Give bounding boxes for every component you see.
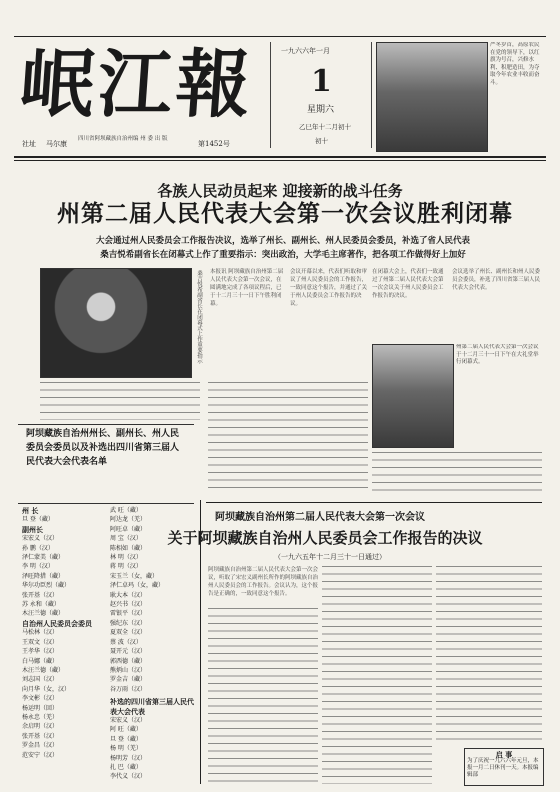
list-item: 孙 鹏（汉） bbox=[22, 544, 54, 552]
lunar-date: 乙巳年十二月初十 bbox=[299, 123, 351, 131]
list-item: 宋宏义（汉） bbox=[22, 535, 59, 543]
list-item: 李 明（汉） bbox=[22, 563, 54, 571]
list-item: 泽仁卓玛（女，藏） bbox=[110, 582, 165, 590]
list-item: 李代义（汉） bbox=[110, 773, 147, 781]
list-item: 旦 登（藏） bbox=[110, 735, 142, 743]
list-item: 刘志国（汉） bbox=[22, 676, 59, 684]
article-body-lower-right bbox=[372, 452, 542, 496]
speaker-photo-caption: 桑吉悦希副省长在闭幕式上作重要指示 bbox=[196, 270, 202, 364]
list-item: 郭西德（藏） bbox=[110, 657, 147, 665]
list-item: 熊炳山（汉） bbox=[110, 666, 147, 674]
masthead-title: 岷江報 bbox=[16, 42, 258, 128]
list-item: 阿旺卓（藏） bbox=[110, 525, 147, 533]
resolution-kicker: 阿坝藏族自治州第二届人民代表大会第一次会议 bbox=[215, 512, 425, 523]
list-item: 蒋 明（汉） bbox=[110, 563, 142, 571]
list-item: 向月华（女，汉） bbox=[22, 685, 71, 693]
article-col-4: 会议选举了州长、副州长和州人民委员会委员，补选了四川省第三届人民代表大会代表。 bbox=[452, 269, 540, 291]
list-item: 王孝华（汉） bbox=[22, 648, 59, 656]
list-item: 聂开元（汉） bbox=[110, 648, 147, 656]
list-item: 宋宏义（汉） bbox=[110, 716, 147, 724]
main-subhead-2: 桑吉悦希副省长在闭幕式上作了重要指示：突出政治，大学毛主席著作，把各项工作做得好上加好 bbox=[100, 250, 466, 260]
list-item: 杨运明（回） bbox=[22, 704, 59, 712]
article-col-2: 会议开幕以来，代表们听取和审议了州人民委员会的工作报告，一致同意这个报告，并通过了关于州人民委员会工作报告的决议。 bbox=[290, 269, 368, 307]
masthead-rule-thin bbox=[14, 160, 546, 161]
list-item: 马松林（汉） bbox=[22, 629, 59, 637]
list-item: 李文彬（汉） bbox=[22, 695, 59, 703]
list-item: 旦 登（藏） bbox=[22, 516, 54, 524]
list-item: 余启明（汉） bbox=[22, 723, 59, 731]
location-label: 社址 bbox=[22, 140, 36, 148]
publisher: 四川省阿坝藏族自治州编 州 委 出 版 bbox=[78, 136, 168, 142]
resolution-title: 关于阿坝藏族自治州人民委员会工作报告的决议 bbox=[167, 529, 483, 547]
group-title: 州 长 bbox=[22, 506, 39, 515]
notice-box bbox=[464, 748, 544, 786]
list-item: 谷万雨（汉） bbox=[110, 685, 147, 693]
list-item: 张开基（汉） bbox=[22, 732, 59, 740]
resolution-col-2 bbox=[322, 566, 432, 784]
masthead-rule bbox=[14, 156, 546, 158]
article-col-3: 在闭幕大会上，代表们一致通过了州第二届人民代表大会第一次会议关于州人民委员会工作报告的决议。 bbox=[372, 269, 444, 299]
top-rule bbox=[14, 36, 546, 37]
list-item: 泽旺降措（藏） bbox=[22, 572, 65, 580]
list-item: 阿达龙（羌） bbox=[110, 516, 147, 524]
day-number: 1 bbox=[311, 64, 332, 99]
list-item: 扎 巴（藏） bbox=[110, 763, 142, 771]
location: 马尔康 bbox=[46, 140, 67, 148]
meeting-photo-caption: 州第二届人民代表大会第一次会议于十二月三十一日下午在大礼堂举行闭幕式。 bbox=[456, 344, 539, 365]
name-list-col-2 bbox=[110, 506, 194, 786]
list-item: 武 旺（藏） bbox=[110, 507, 142, 514]
name-list-heading-box bbox=[18, 424, 194, 504]
resolution-col-3 bbox=[436, 566, 542, 744]
list-item: 范安宁（汉） bbox=[22, 751, 59, 759]
group-title: 副州长 bbox=[22, 524, 43, 534]
list-item: 林 明（汉） bbox=[110, 554, 142, 562]
resolution-rule bbox=[206, 502, 542, 503]
weekday: 星期六 bbox=[307, 105, 335, 115]
dateline-box bbox=[270, 42, 372, 148]
tractor-photo bbox=[376, 42, 488, 152]
resolution-date: （一九六五年十二月三十一日通过） bbox=[274, 553, 386, 561]
list-item: 华尔功臣烈（藏） bbox=[22, 582, 71, 590]
list-item: 张开基（汉） bbox=[22, 591, 59, 599]
main-kicker: 各族人民动员起来 迎接新的战斗任务 bbox=[157, 182, 403, 200]
article-col-1: 本报讯 阿坝藏族自治州第二届人民代表大会第一次会议，在圆满地完成了各项议程后，已于十二月三十一日下午胜利闭幕。 bbox=[210, 269, 284, 307]
name-list-col-1 bbox=[22, 506, 106, 786]
main-headline: 州第二届人民代表大会第一次会议胜利闭幕 bbox=[57, 200, 513, 227]
list-item: 罗金昌（汉） bbox=[22, 742, 59, 750]
list-item: 宋玉兰（女，藏） bbox=[110, 572, 159, 580]
lunar-code: 初十 bbox=[315, 137, 328, 145]
list-item: 蔡 波（汉） bbox=[110, 638, 142, 646]
list-item: 木汪兰德（藏） bbox=[22, 666, 65, 674]
name-list-heading: 阿坝藏族自治州州长、副州长、州人民委员会委员以及补选出四川省第三届人民代表大会代表名单 bbox=[26, 429, 180, 467]
list-item: 杨永忠（羌） bbox=[22, 713, 59, 721]
year-month: 一九六六年一月 bbox=[281, 47, 330, 55]
resolution-col-1 bbox=[208, 608, 318, 784]
list-item: 陈相如（藏） bbox=[110, 544, 147, 552]
list-item: 白马娜（藏） bbox=[22, 657, 59, 665]
notice-title: 启 事 bbox=[495, 750, 513, 759]
resolution-body: 阿坝藏族自治州第二届人民代表大会第一次会议，听取了宋宏义副州长所作的阿坝藏族自治州人民委员会的工作报告。会议认为，这个报告是正确的，一致同意这个报告。 bbox=[208, 567, 318, 597]
notice-body: 为了庆祝一九六六年元旦，本报一月二日休刊一天。本报编辑部 bbox=[467, 758, 539, 778]
list-item: 泽仁蒙美（藏） bbox=[22, 554, 65, 562]
list-item: 苏 永和（藏） bbox=[22, 601, 60, 609]
list-item: 杨明芳（汉） bbox=[110, 754, 147, 762]
issue-number: 第1452号 bbox=[198, 140, 230, 148]
list-item: 赵兴书（汉） bbox=[110, 601, 147, 609]
list-item: 阿 旺（藏） bbox=[110, 726, 142, 734]
speaker-photo bbox=[40, 268, 192, 378]
list-item: 杨 明（羌） bbox=[110, 745, 142, 753]
list-item: 周 宝（汉） bbox=[110, 535, 142, 543]
main-subhead-1: 大会通过州人民委员会工作报告决议，选举了州长、副州长、州人民委员会委员，补选了省人民代表 bbox=[95, 236, 470, 246]
list-item: 雷银平（汉） bbox=[110, 610, 147, 618]
group-title: 自治州人民委员会委员 bbox=[22, 618, 92, 628]
list-item: 耿大本（汉） bbox=[110, 591, 147, 599]
article-body-lower-left bbox=[40, 382, 200, 420]
col2-heading: 补选的四川省第三届人民代表大会代表 bbox=[110, 697, 194, 716]
list-item: 夏双全（汉） bbox=[110, 629, 147, 637]
top-right-caption: 严冬岁首，高原农民在党的领导下，以红旗为号召，兴修水利、积肥造田，为夺取今年农业丰收而奋斗。 bbox=[490, 42, 540, 86]
list-item: 罗金吉（藏） bbox=[110, 676, 147, 684]
list-item: 王双文（汉） bbox=[22, 638, 59, 646]
meeting-photo bbox=[372, 344, 454, 448]
article-body-lower-mid bbox=[208, 382, 368, 494]
list-item: 强纪东（汉） bbox=[110, 619, 147, 627]
list-item: 木汪兰德（藏） bbox=[22, 610, 65, 618]
